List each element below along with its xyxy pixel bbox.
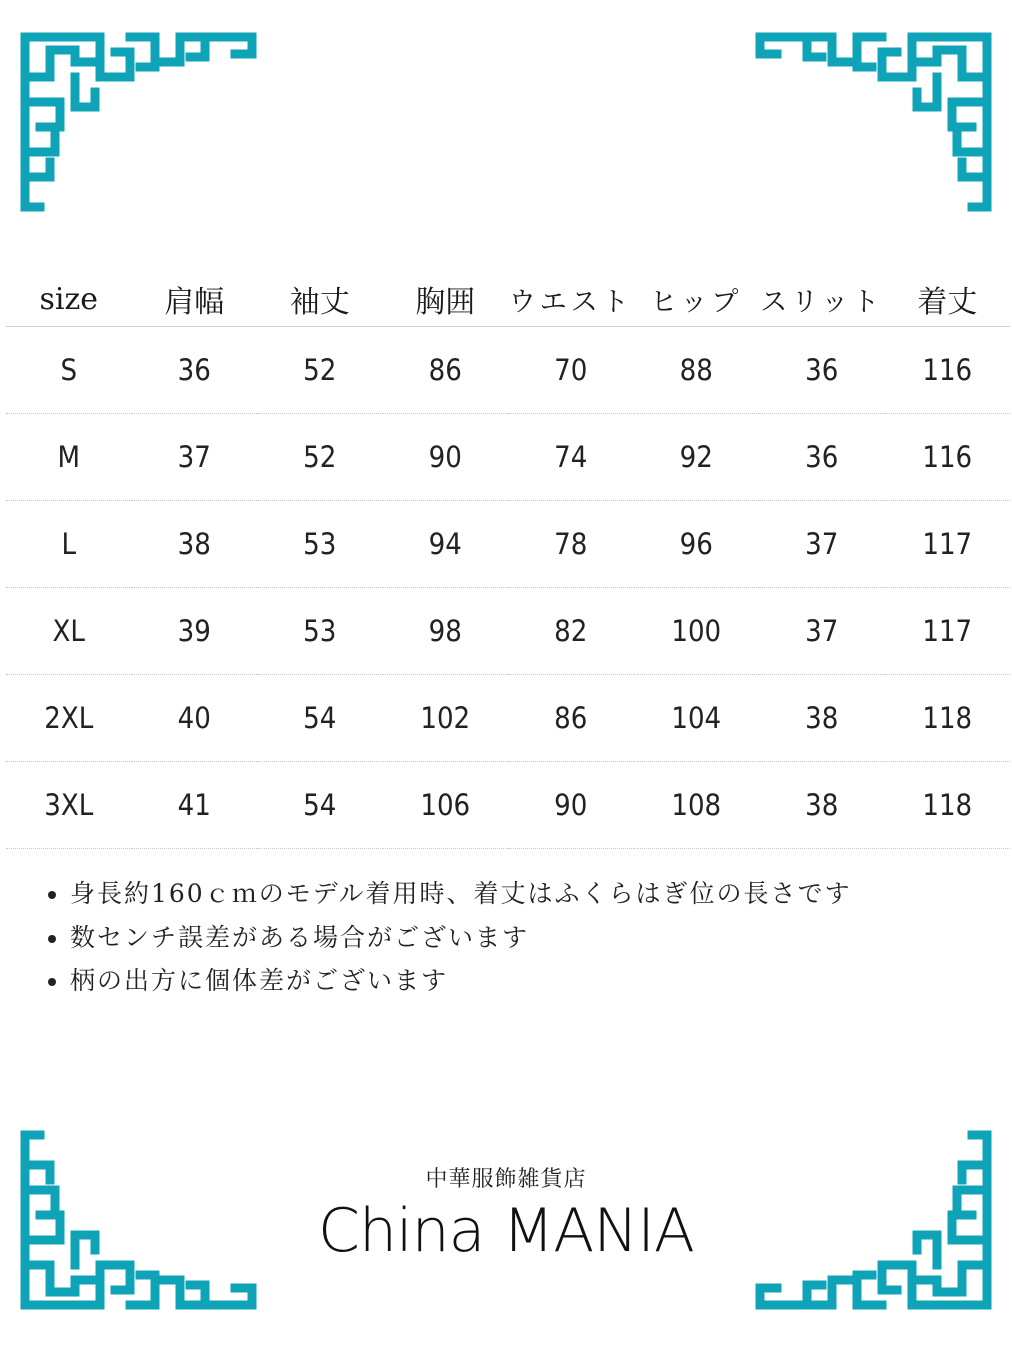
- cell-sleeve: 53: [257, 588, 383, 675]
- cell-size: 2XL: [6, 675, 132, 762]
- cell-bust: 90: [383, 414, 509, 501]
- table-header-row: [6, 272, 1010, 327]
- cell-hip: 92: [634, 414, 760, 501]
- table-row: [6, 762, 1010, 849]
- cell-hip: 104: [634, 675, 760, 762]
- cell-size: 3XL: [6, 762, 132, 849]
- cell-hip: 100: [634, 588, 760, 675]
- cell-size: L: [6, 501, 132, 588]
- header-size: size: [6, 272, 132, 327]
- cell-waist: 74: [508, 414, 634, 501]
- size-chart-table: [6, 272, 1010, 849]
- list-item: • 数センチ誤差がある場合がございます: [70, 916, 851, 960]
- cell-shoulder: 40: [132, 675, 258, 762]
- cell-length: 116: [885, 414, 1011, 501]
- cell-length: 116: [885, 327, 1011, 414]
- corner-ornament-top-right: [752, 32, 992, 212]
- header-length: 着丈: [885, 272, 1011, 327]
- cell-slit: 38: [759, 675, 885, 762]
- cell-bust: 94: [383, 501, 509, 588]
- header-hip: ヒップ: [634, 272, 760, 327]
- cell-length: 117: [885, 588, 1011, 675]
- cell-waist: 78: [508, 501, 634, 588]
- cell-hip: 88: [634, 327, 760, 414]
- table-row: [6, 414, 1010, 501]
- cell-length: 118: [885, 762, 1011, 849]
- header-waist: ウエスト: [508, 272, 634, 327]
- header-shoulder: 肩幅: [132, 272, 258, 327]
- cell-bust: 86: [383, 327, 509, 414]
- notes-list: [38, 872, 851, 1003]
- cell-sleeve: 52: [257, 327, 383, 414]
- fret-ornament-icon: [752, 32, 992, 212]
- cell-shoulder: 36: [132, 327, 258, 414]
- cell-bust: 98: [383, 588, 509, 675]
- cell-slit: 36: [759, 327, 885, 414]
- cell-waist: 86: [508, 675, 634, 762]
- cell-hip: 108: [634, 762, 760, 849]
- brand-logo-text: China MANIA: [318, 1196, 694, 1266]
- list-item: • 柄の出方に個体差がございます: [70, 959, 851, 1003]
- corner-ornament-top-left: [20, 32, 260, 212]
- cell-bust: 106: [383, 762, 509, 849]
- cell-hip: 96: [634, 501, 760, 588]
- header-bust: 胸囲: [383, 272, 509, 327]
- table-row: [6, 588, 1010, 675]
- table-row: [6, 327, 1010, 414]
- cell-bust: 102: [383, 675, 509, 762]
- cell-length: 118: [885, 675, 1011, 762]
- cell-shoulder: 41: [132, 762, 258, 849]
- cell-sleeve: 54: [257, 762, 383, 849]
- cell-slit: 38: [759, 762, 885, 849]
- cell-length: 117: [885, 501, 1011, 588]
- cell-shoulder: 39: [132, 588, 258, 675]
- cell-sleeve: 54: [257, 675, 383, 762]
- table-row: [6, 675, 1010, 762]
- fret-ornament-icon: [20, 32, 260, 212]
- cell-size: S: [6, 327, 132, 414]
- table-row: [6, 501, 1010, 588]
- cell-waist: 90: [508, 762, 634, 849]
- cell-waist: 70: [508, 327, 634, 414]
- cell-sleeve: 52: [257, 414, 383, 501]
- brand-subtitle: 中華服飾雑貨店: [425, 1167, 587, 1192]
- cell-slit: 37: [759, 588, 885, 675]
- cell-shoulder: 37: [132, 414, 258, 501]
- cell-slit: 36: [759, 414, 885, 501]
- cell-size: M: [6, 414, 132, 501]
- cell-sleeve: 53: [257, 501, 383, 588]
- cell-waist: 82: [508, 588, 634, 675]
- header-slit: スリット: [759, 272, 885, 327]
- cell-slit: 37: [759, 501, 885, 588]
- cell-shoulder: 38: [132, 501, 258, 588]
- list-item: • 身長約160ｃｍのモデル着用時、着丈はふくらはぎ位の長さです: [70, 872, 851, 916]
- cell-size: XL: [6, 588, 132, 675]
- header-sleeve: 袖丈: [257, 272, 383, 327]
